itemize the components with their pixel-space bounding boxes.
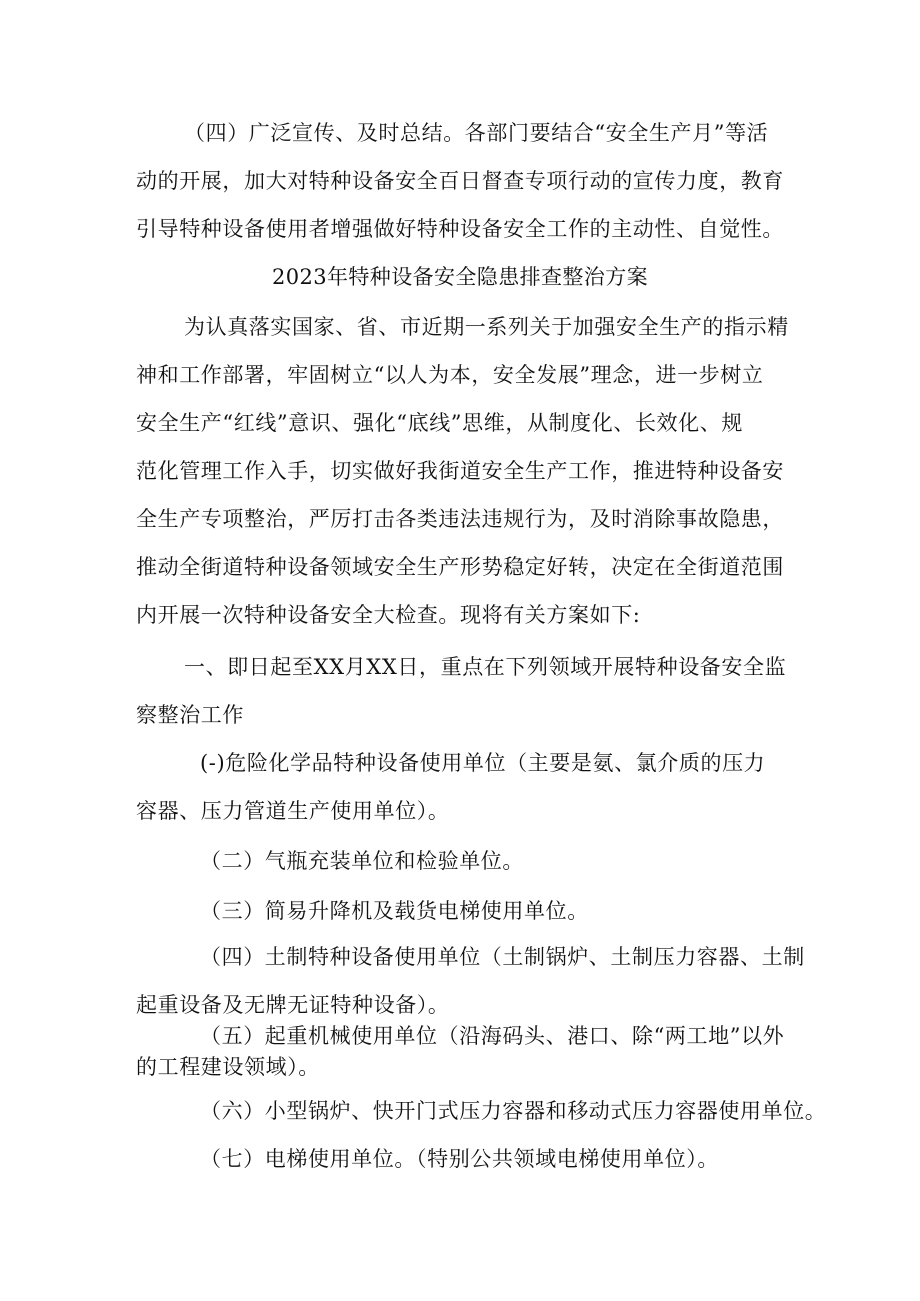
paragraph-intro-line-5: 全生产专项整治，严厉打击各类违法违规行为，及时消除事故隐患， [136, 507, 784, 531]
paragraph-intro-line-2: 神和工作部署，牢固树立“以人为本，安全发展”理念，进一步树立 [136, 363, 764, 387]
paragraph-intro-line-7: 内开展一次特种设备安全大检查。现将有关方案如下: [136, 603, 641, 627]
section-one-heading-line-2: 察整治工作 [136, 703, 244, 727]
list-item-4-line-2: 起重设备及无牌无证特种设备）。 [136, 993, 450, 1017]
document-title: 2023年特种设备安全隐患排查整治方案 [271, 265, 649, 289]
list-item-1-line-2: 容器、压力管道生产使用单位）。 [136, 799, 450, 823]
list-item-1-line-1: (-)危险化学品特种设备使用单位（主要是氨、氯介质的压力 [200, 751, 766, 775]
list-item-6: （六）小型锅炉、快开门式压力容器和移动式压力容器使用单位。 [200, 1099, 827, 1123]
section-one-heading-line-1: 一、即日起至XX月XX日，重点在下列领域开展特种设备安全监 [184, 655, 787, 679]
list-item-5-line-2: 的工程建设领域）。 [136, 1055, 320, 1079]
list-item-5-line-1: （五）起重机械使用单位（沿海码头、港口、除“两工地”以外 [200, 1024, 785, 1048]
list-item-4-line-1: （四）土制特种设备使用单位（土制锅炉、土制压力容器、土制 [200, 945, 805, 969]
paragraph-publicity-line-1: （四）广泛宣传、及时总结。各部门要结合“安全生产月”等活 [184, 121, 769, 145]
list-item-7: （七）电梯使用单位。（特别公共领域电梯使用单位）。 [200, 1147, 719, 1171]
list-item-3: （三）简易升降机及载货电梯使用单位。 [200, 899, 589, 923]
paragraph-publicity-line-2: 动的开展，加大对特种设备安全百日督查专项行动的宣传力度，教育 [136, 169, 784, 193]
paragraph-intro-line-3: 安全生产“红线”意识、强化“底线”思维，从制度化、长效化、规 [136, 411, 743, 435]
paragraph-publicity-line-3: 引导特种设备使用者增强做好特种设备安全工作的主动性、自觉性。 [136, 217, 784, 241]
paragraph-intro-line-6: 推动全街道特种设备领域安全生产形势稳定好转，决定在全街道范围 [136, 555, 784, 579]
paragraph-intro-line-4: 范化管理工作入手，切实做好我街道安全生产工作，推进特种设备安 [136, 459, 784, 483]
list-item-2: （二）气瓶充装单位和检验单位。 [200, 849, 524, 873]
paragraph-intro-line-1: 为认真落实国家、省、市近期一系列关于加强安全生产的指示精 [184, 315, 789, 339]
